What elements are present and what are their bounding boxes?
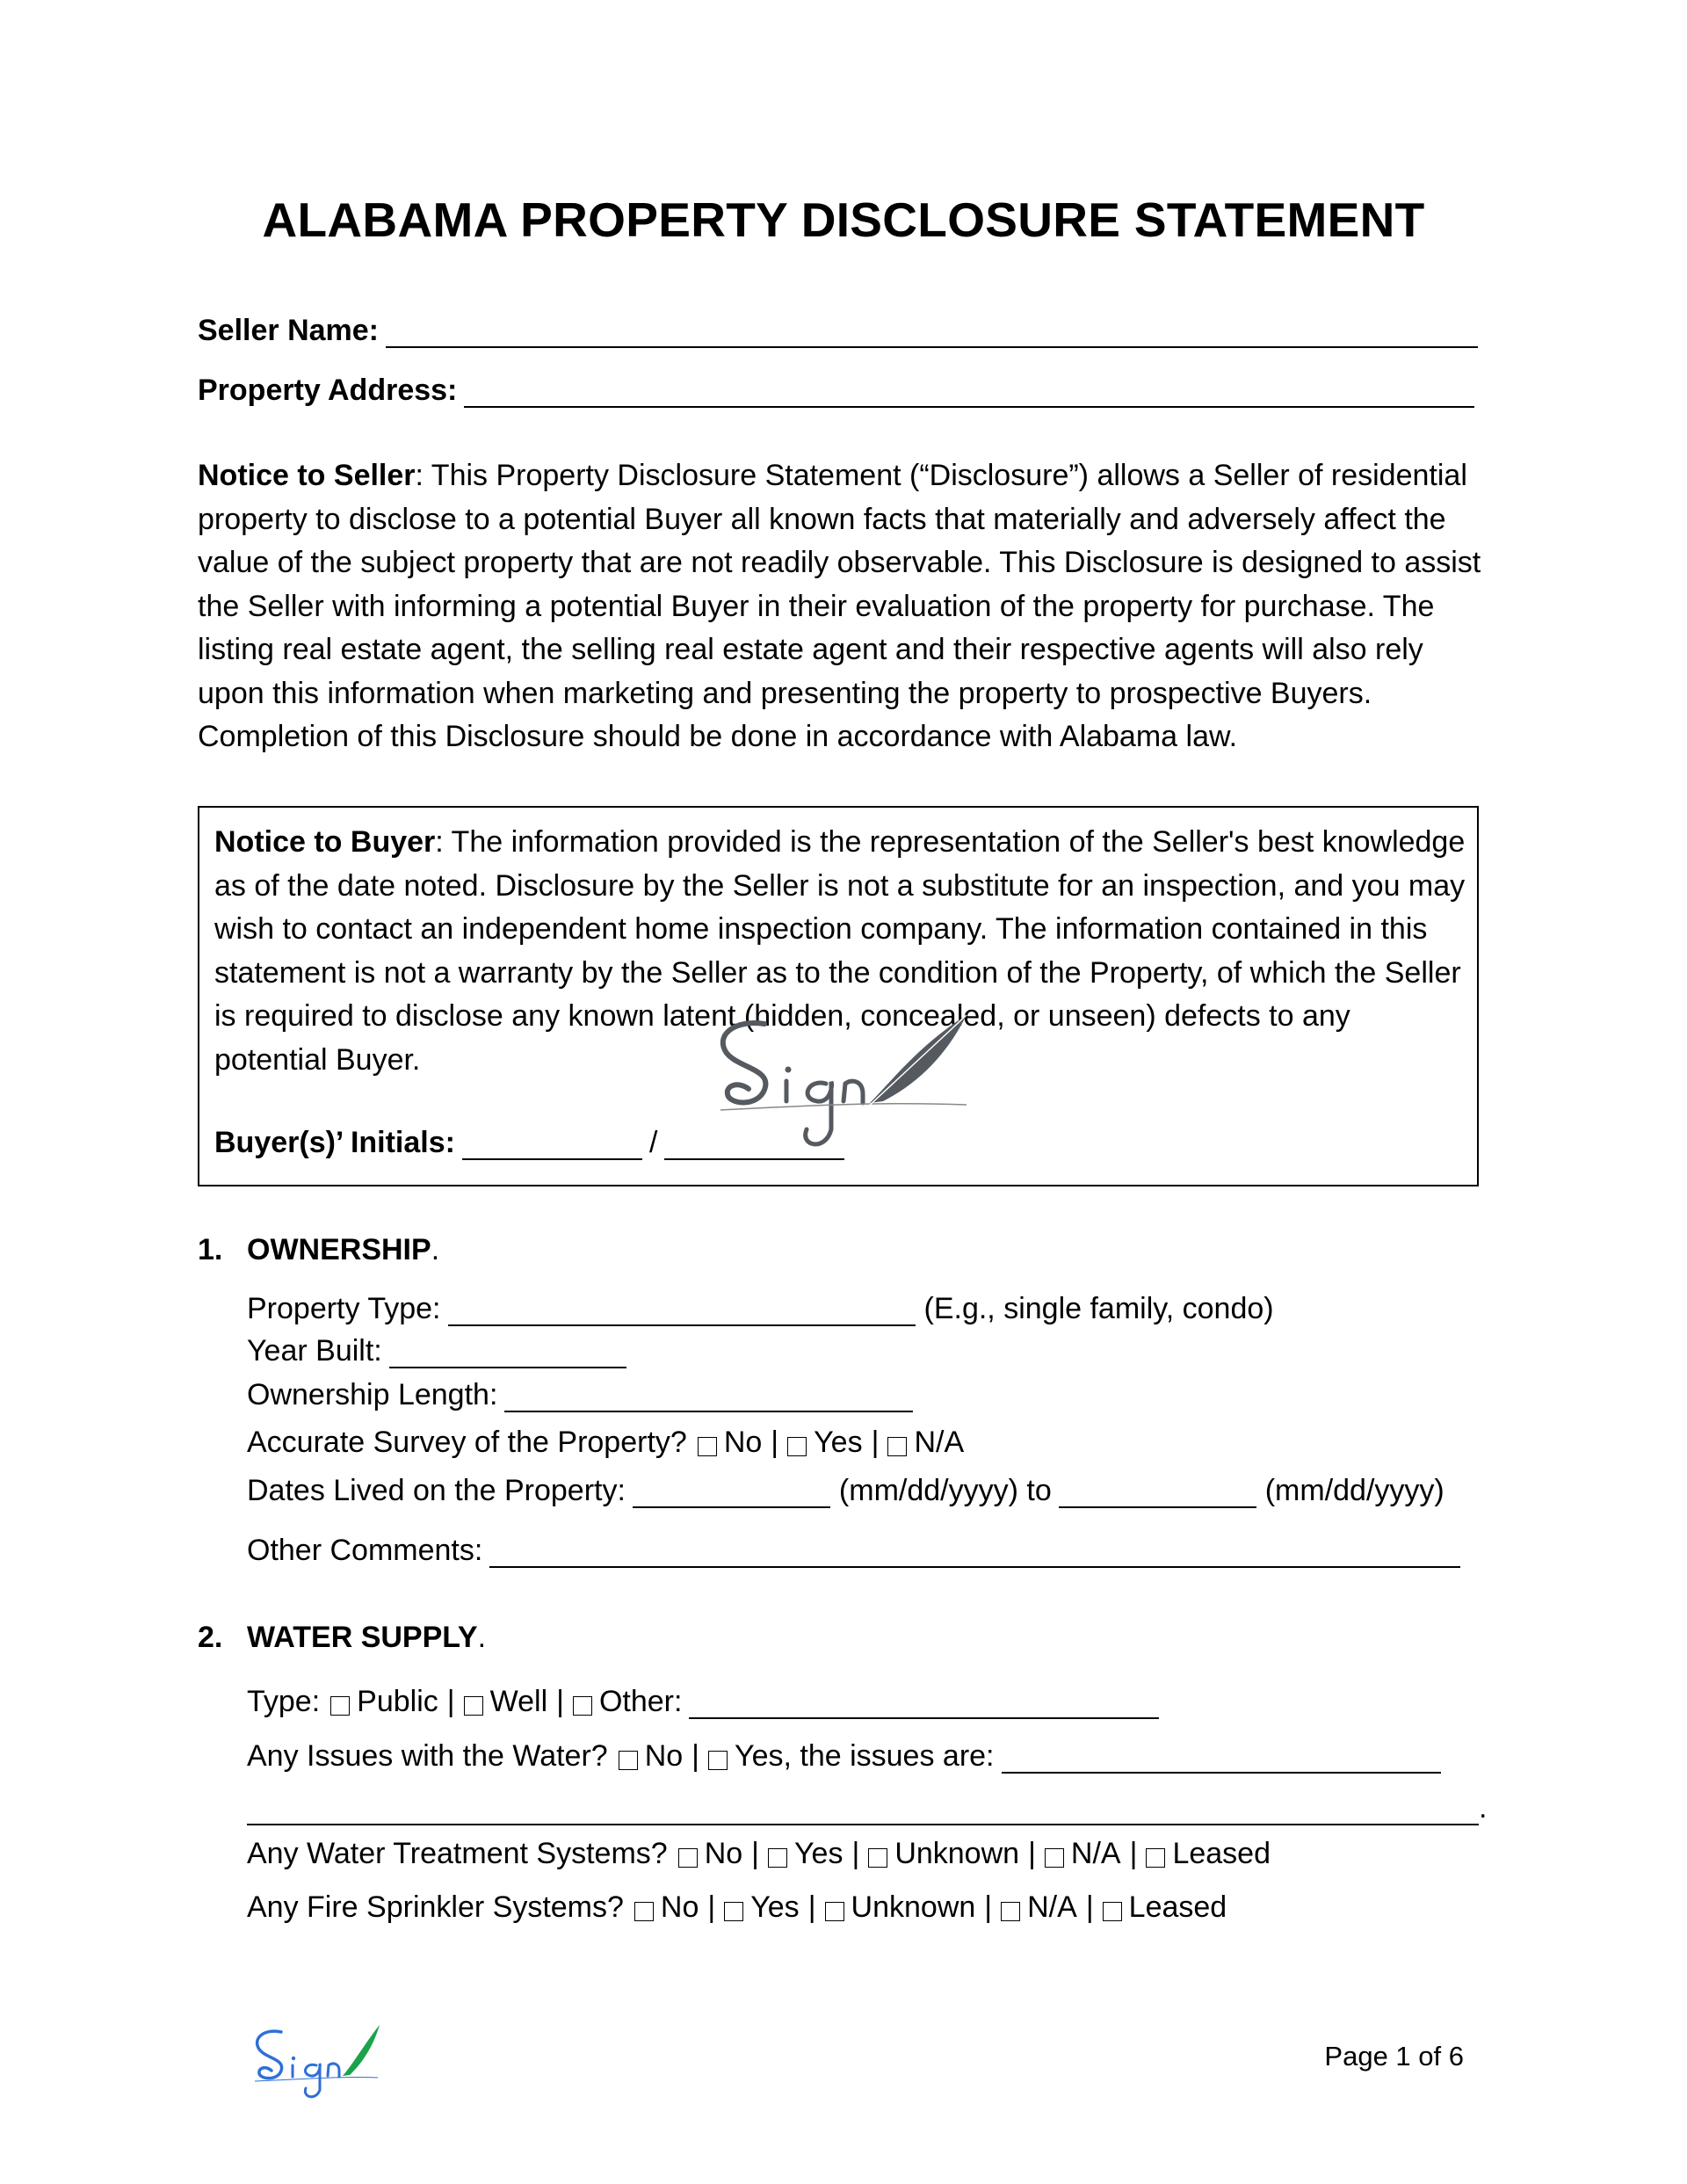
section-1-title: OWNERSHIP	[247, 1233, 431, 1266]
section-2-heading: 2. WATER SUPPLY.	[198, 1621, 487, 1654]
ownership-length-field[interactable]	[504, 1384, 913, 1412]
year-built-field[interactable]	[389, 1340, 626, 1368]
water-well-label: Well	[489, 1685, 548, 1718]
year-built-row	[247, 1334, 626, 1368]
notice-to-seller	[198, 454, 1489, 759]
buyer-initials-field-1[interactable]	[462, 1132, 642, 1160]
water-issues-continued-row: .	[247, 1791, 1487, 1825]
treatment-na-label: N/A	[1070, 1837, 1121, 1870]
fire-sprinkler-label: Any Fire Sprinkler Systems?	[247, 1890, 624, 1924]
sign-watermark-logo	[703, 998, 984, 1165]
notice-seller-lead: Notice to Seller	[198, 459, 416, 492]
seller-name-row	[198, 314, 1478, 348]
water-public-checkbox[interactable]	[330, 1696, 350, 1716]
property-type-row	[247, 1292, 1274, 1326]
water-issues-field-2[interactable]	[247, 1797, 1479, 1825]
water-issues-field[interactable]	[1002, 1745, 1441, 1774]
survey-na-checkbox[interactable]	[887, 1437, 907, 1456]
section-1-heading: 1. OWNERSHIP.	[198, 1233, 440, 1266]
water-type-label: Type:	[247, 1685, 321, 1718]
survey-row: Accurate Survey of the Property? No | Yes | N/A	[247, 1426, 965, 1459]
sprinkler-no-checkbox[interactable]	[634, 1902, 654, 1921]
treatment-unknown-label: Unknown	[894, 1837, 1020, 1870]
property-address-field[interactable]	[464, 380, 1474, 408]
sprinkler-unknown-label: Unknown	[851, 1890, 976, 1924]
notice-seller-body: : This Property Disclosure Statement (“Disclosure”) allows a Seller of residential property to disclose to a potential Buyer all known facts that materially and adversely affect the value of the subject property that are not readily observable. This Disclosure is designed to assist the Seller with informing a potential Buyer in their evaluation of the property for purchase. The listing real estate agent, the selling real estate agent and their respective agents will also rely upon this information when marketing and presenting the property to prospective Buyers. Completion of this Disclosure should be done in accordance with Alabama law.	[198, 459, 1481, 753]
property-type-hint: (E.g., single family, condo)	[923, 1292, 1274, 1325]
ownership-length-label: Ownership Length:	[247, 1378, 498, 1411]
sign-footer-logo	[246, 2013, 387, 2101]
notice-buyer-lead: Notice to Buyer	[214, 825, 436, 859]
treatment-leased-label: Leased	[1172, 1837, 1271, 1870]
sprinkler-na-checkbox[interactable]	[1001, 1902, 1020, 1921]
water-other-field[interactable]	[689, 1691, 1159, 1719]
buyer-initials-label: Buyer(s)’ Initials:	[214, 1126, 455, 1159]
water-issues-label: Any Issues with the Water?	[247, 1739, 608, 1773]
property-type-field[interactable]	[448, 1298, 916, 1326]
survey-yes-checkbox[interactable]	[787, 1437, 807, 1456]
water-treatment-label: Any Water Treatment Systems?	[247, 1837, 668, 1870]
sprinkler-na-label: N/A	[1027, 1890, 1077, 1924]
property-address-row	[198, 374, 1474, 408]
ownership-length-row	[247, 1378, 913, 1412]
page-number: Page 1 of 6	[1324, 2041, 1464, 2072]
page-title: ALABAMA PROPERTY DISCLOSURE STATEMENT	[262, 192, 1425, 247]
survey-no-checkbox[interactable]	[698, 1437, 717, 1456]
water-issues-row: Any Issues with the Water? No | Yes, the issues are:	[247, 1739, 1441, 1774]
dates-lived-label: Dates Lived on the Property:	[247, 1474, 626, 1507]
water-issues-yes-checkbox[interactable]	[708, 1751, 728, 1770]
section-2-number: 2.	[198, 1621, 223, 1654]
sprinkler-no-label: No	[660, 1890, 699, 1924]
seller-name-label: Seller Name:	[198, 314, 379, 347]
treatment-leased-checkbox[interactable]	[1146, 1848, 1165, 1868]
sprinkler-yes-checkbox[interactable]	[724, 1902, 743, 1921]
other-comments-label: Other Comments:	[247, 1534, 483, 1567]
fire-sprinkler-row: Any Fire Sprinkler Systems? No | Yes | Unknown | N/A | Leased	[247, 1890, 1227, 1924]
survey-no-label: No	[723, 1426, 763, 1459]
treatment-no-label: No	[704, 1837, 743, 1870]
treatment-na-checkbox[interactable]	[1045, 1848, 1064, 1868]
water-treatment-row: Any Water Treatment Systems? No | Yes | Unknown | N/A | Leased	[247, 1837, 1271, 1870]
survey-label: Accurate Survey of the Property?	[247, 1426, 687, 1459]
water-well-checkbox[interactable]	[464, 1696, 483, 1716]
date-from-field[interactable]	[633, 1480, 830, 1508]
treatment-yes-checkbox[interactable]	[768, 1848, 787, 1868]
other-comments-field[interactable]	[489, 1540, 1460, 1568]
initials-slash: /	[648, 1126, 658, 1159]
treatment-no-checkbox[interactable]	[678, 1848, 698, 1868]
property-type-label: Property Type:	[247, 1292, 441, 1325]
sprinkler-leased-label: Leased	[1128, 1890, 1227, 1924]
survey-na-label: N/A	[914, 1426, 965, 1459]
water-type-row: Type: Public | Well | Other:	[247, 1685, 1159, 1719]
seller-name-field[interactable]	[386, 320, 1478, 348]
dates-lived-row	[247, 1474, 1444, 1508]
treatment-unknown-checkbox[interactable]	[868, 1848, 887, 1868]
date-to-field[interactable]	[1059, 1480, 1256, 1508]
treatment-yes-label: Yes	[794, 1837, 844, 1870]
survey-yes-label: Yes	[814, 1426, 863, 1459]
notice-buyer-body: : The information provided is the representation of the Seller's best knowledge as of the date noted. Disclosure by the Seller is not a substitute for an inspection, and you may wish to contact an independent home inspection company. The information contained in this statement is not a warranty by the Seller as to the condition of the Property, of which the Seller is required to disclose any known latent (hidden, concealed, or unseen) defects to any potential Buyer.	[214, 825, 1466, 1077]
water-issues-no-label: No	[644, 1739, 684, 1773]
water-public-label: Public	[357, 1685, 438, 1718]
sprinkler-leased-checkbox[interactable]	[1103, 1902, 1122, 1921]
water-other-label: Other:	[598, 1685, 683, 1718]
other-comments-row	[247, 1534, 1460, 1568]
section-1-number: 1.	[198, 1233, 223, 1266]
property-address-label: Property Address:	[198, 374, 458, 407]
section-2-title: WATER SUPPLY	[247, 1621, 478, 1654]
water-other-checkbox[interactable]	[573, 1696, 592, 1716]
sprinkler-yes-label: Yes	[750, 1890, 800, 1924]
water-issues-yes-label: Yes, the issues are:	[735, 1739, 995, 1773]
sprinkler-unknown-checkbox[interactable]	[825, 1902, 844, 1921]
date-format-2: (mm/dd/yyyy)	[1264, 1474, 1444, 1507]
year-built-label: Year Built:	[247, 1334, 382, 1368]
water-issues-no-checkbox[interactable]	[619, 1751, 638, 1770]
date-format-1: (mm/dd/yyyy) to	[838, 1474, 1052, 1507]
